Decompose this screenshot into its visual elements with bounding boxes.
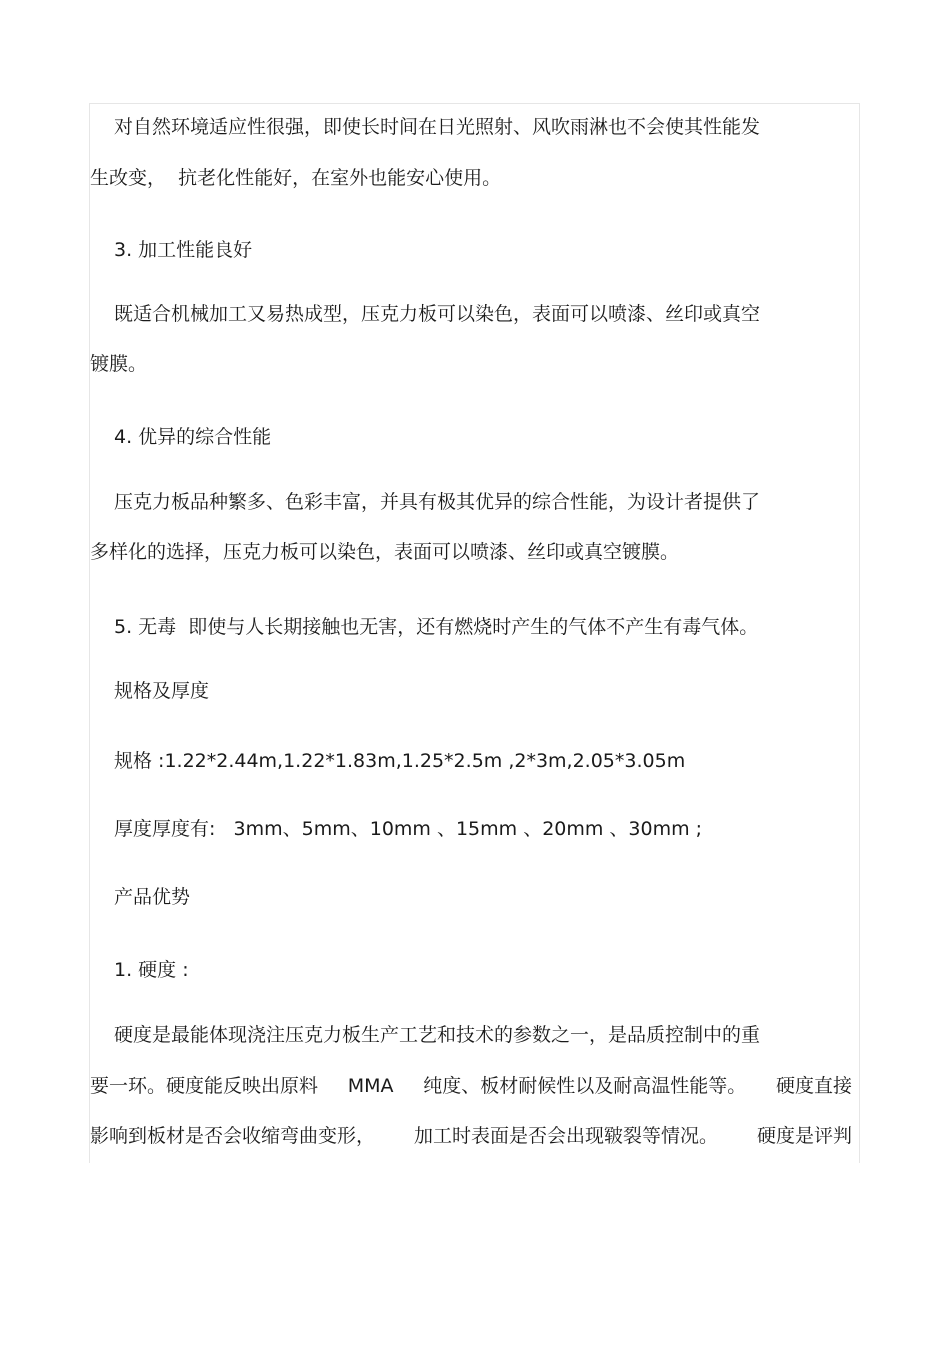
heading-comprehensive-performance: 4. 优异的综合性能 [114,426,272,448]
paragraph-hardness-line-1: 硬度是最能体现浇注压克力板生产工艺和技术的参数之一，是品质控制中的重 [114,1024,761,1046]
hardness-line-3-part-a: 影响到板材是否会收缩弯曲变形， [90,1125,376,1147]
heading-product-advantages: 产品优势 [114,886,191,908]
paragraph-processing-line-1: 既适合机械加工又易热成型，压克力板可以染色，表面可以喷漆、丝印或真空 [114,303,761,325]
hardness-line-3-part-c: 硬度是评判 [756,1125,852,1147]
heading-non-toxic: 5. 无毒 即使与人长期接触也无害，还有燃烧时产生的气体不产生有毒气体。 [114,616,759,638]
paragraph-comprehensive-line-2: 多样化的选择，压克力板可以染色，表面可以喷漆、丝印或真空镀膜。 [90,541,680,563]
thickness-line: 厚度厚度有: 3mm、5mm、10mm 、15mm 、20mm 、30mm ; [114,818,703,840]
paragraph-comprehensive-line-1: 压克力板品种繁多、色彩丰富，并具有极其优异的综合性能，为设计者提供了 [114,491,761,513]
hardness-line-2-part-a: 要一环。硬度能反映出原料 [90,1075,319,1097]
hardness-line-2-part-d: 硬度直接 [775,1075,852,1097]
paragraph-hardness-line-3 [90,1124,852,1148]
paragraph-hardness-line-2 [90,1074,852,1098]
specs-line: 规格 :1.22*2.44m,1.22*1.83m,1.25*2.5m ,2*3m,2.05*3.05m [114,750,686,772]
paragraph-processing-line-2: 镀膜。 [90,353,148,375]
paragraph-environment-line-2: 生改变， 抗老化性能好，在室外也能安心使用。 [90,167,502,189]
hardness-line-2-part-b: MMA [347,1075,394,1097]
hardness-line-3-part-b: 加工时表面是否会出现皲裂等情况。 [413,1125,718,1147]
paragraph-environment-line-1: 对自然环境适应性很强，即使长时间在日光照射、风吹雨淋也不会使其性能发 [114,116,761,138]
heading-hardness: 1. 硬度 : [114,959,189,981]
heading-specs-thickness: 规格及厚度 [114,680,210,702]
hardness-line-2-part-c: 纯度、板材耐候性以及耐高温性能等。 [423,1075,747,1097]
heading-processing-performance: 3. 加工性能良好 [114,239,253,261]
